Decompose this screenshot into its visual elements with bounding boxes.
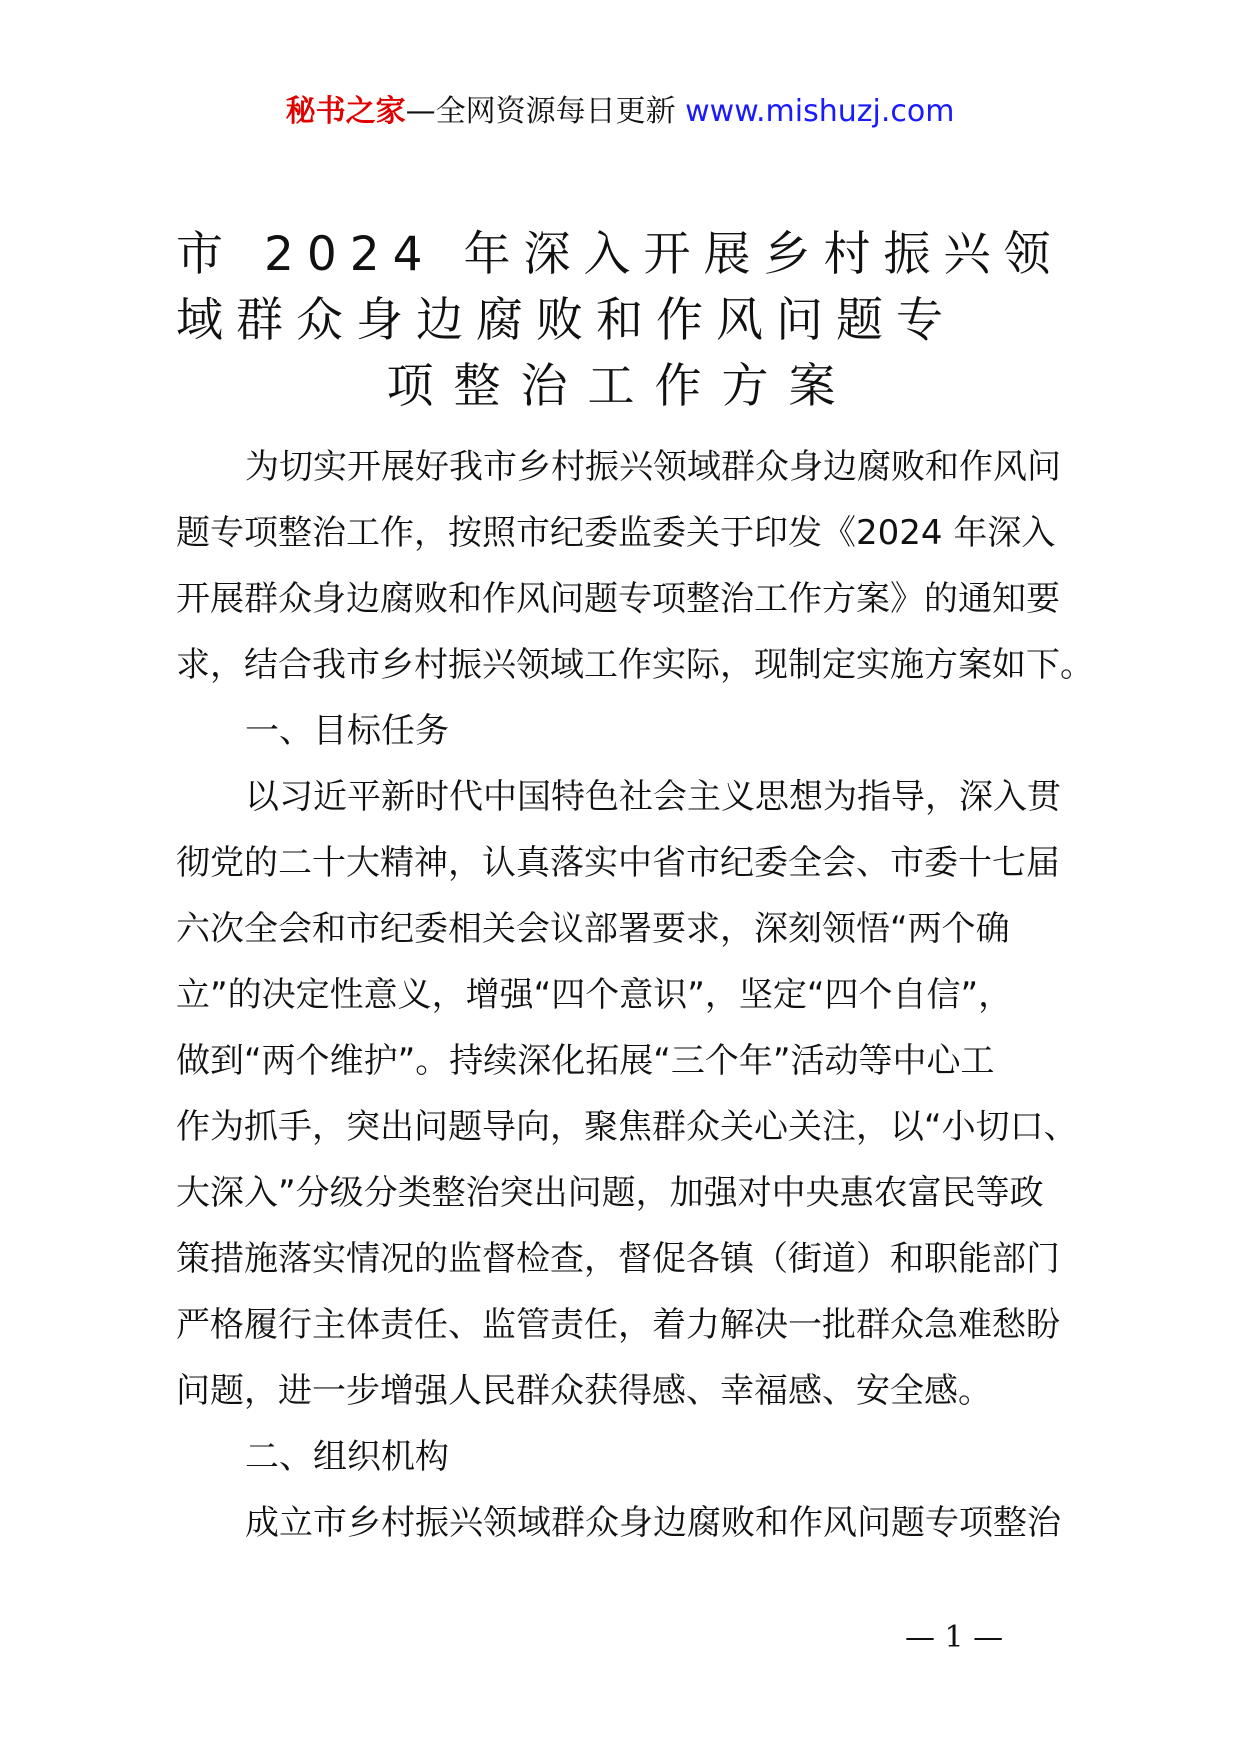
paragraph-goals-line: 严格履行主体责任、监管责任，着力解决一批群众急难愁盼 — [176, 1305, 1060, 1345]
title-line: 项整治工作方案 — [386, 359, 856, 414]
document-body — [176, 434, 1096, 1556]
paragraph-organization-line: 成立市乡村振兴领域群众身边腐败和作风问题专项整治 — [245, 1503, 1061, 1543]
paragraph-intro-line: 为切实开展好我市乡村振兴领域群众身边腐败和作风问 — [245, 447, 1061, 487]
site-tagline: —全网资源每日更新 — [405, 94, 686, 129]
paragraph-intro-line: 求，结合我市乡村振兴领域工作实际，现制定实施方案如下。 — [176, 645, 1094, 685]
section-heading-goals: 一、目标任务 — [245, 711, 449, 751]
paragraph-intro-line: 题专项整治工作，按照市纪委监委关于印发《2024 年深入 — [176, 513, 1056, 553]
paragraph-goals-line: 彻党的二十大精神，认真落实中省市纪委全会、市委十七届 — [176, 843, 1060, 883]
paragraph-goals-line: 做到“两个维护”。持续深化拓展“三个年”活动等中心工 — [176, 1041, 995, 1081]
paragraph-goals-line: 六次全会和市纪委相关会议部署要求，深刻领悟“两个确 — [176, 909, 1010, 949]
site-url-link[interactable]: www.mishuzj.com — [685, 94, 955, 129]
site-brand: 秘书之家 — [285, 94, 406, 129]
paragraph-goals-line: 策措施落实情况的监督检查，督促各镇（街道）和职能部门 — [176, 1239, 1060, 1279]
page-number: — 1 — — [905, 1620, 1004, 1655]
title-line: 市 2024 年深入开展乡村振兴领 — [176, 227, 1064, 282]
document-title — [176, 222, 1066, 420]
paragraph-goals-line: 大深入”分级分类整治突出问题，加强对中央惠农富民等政 — [176, 1173, 1044, 1213]
section-heading-organization: 二、组织机构 — [245, 1437, 449, 1477]
title-line: 域群众身边腐败和作风问题专 — [176, 293, 956, 348]
paragraph-intro-line: 开展群众身边腐败和作风问题专项整治工作方案》的通知要 — [176, 579, 1060, 619]
paragraph-goals-line: 以习近平新时代中国特色社会主义思想为指导，深入贯 — [245, 777, 1061, 817]
paragraph-goals-line: 问题，进一步增强人民群众获得感、幸福感、安全感。 — [176, 1371, 992, 1411]
paragraph-goals-line: 立”的决定性意义，增强“四个意识”，坚定“四个自信”， — [176, 975, 1013, 1015]
paragraph-goals-line: 作为抓手，突出问题导向，聚焦群众关心关注，以“小切口、 — [176, 1107, 1078, 1147]
site-header-banner — [0, 92, 1240, 132]
